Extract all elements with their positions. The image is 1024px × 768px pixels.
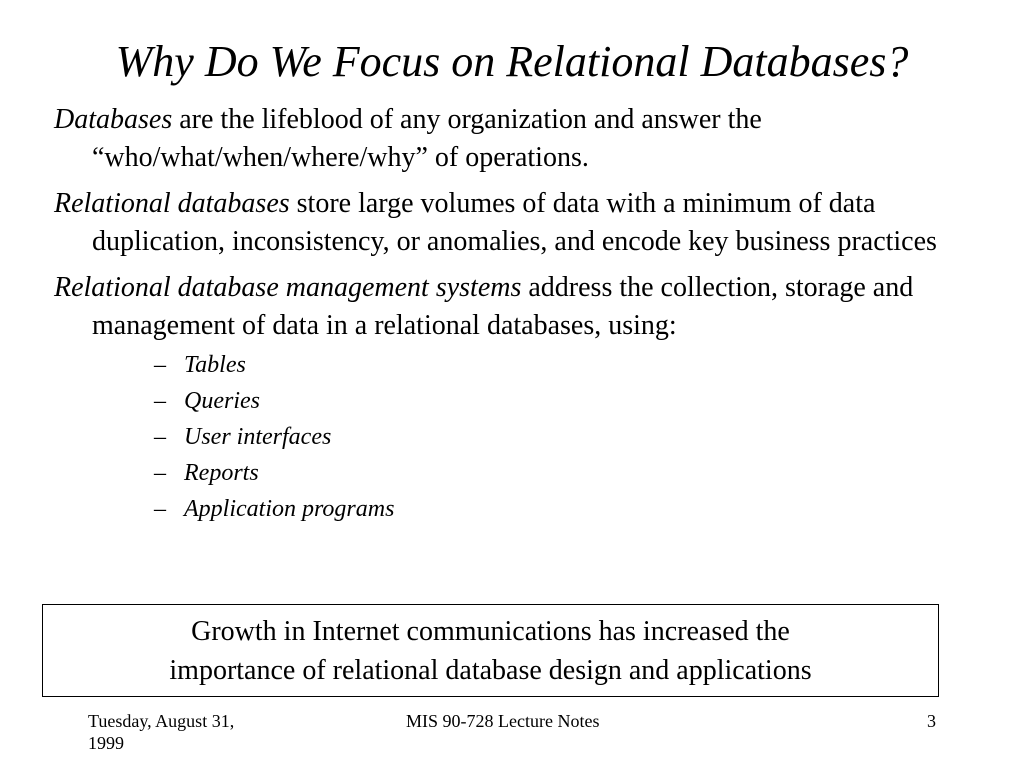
bullet-text: store large volumes of data with a minimum of data duplication, inconsistency, or anomalies, and encode key business practices	[92, 188, 937, 257]
sub-bullet-list	[92, 347, 984, 527]
sub-item-text: Reports	[184, 460, 259, 486]
footer-date	[88, 710, 288, 754]
dash-marker: –	[154, 388, 166, 414]
bullet-rdbms	[54, 269, 984, 527]
bullet-list	[54, 101, 984, 535]
footer-course-title: MIS 90-728 Lecture Notes	[406, 711, 600, 731]
sub-item-text: User interfaces	[184, 424, 332, 450]
sub-item-tables	[154, 347, 984, 383]
sub-item-user-interfaces	[154, 419, 984, 455]
bullet-text: are the lifeblood of any organization and answer the “who/what/when/where/why” of operations.	[92, 104, 762, 173]
footer-date-line-1: Tuesday, August 31,	[88, 711, 235, 731]
dash-marker: –	[154, 460, 166, 486]
bullet-term: Databases	[54, 104, 173, 135]
sub-item-reports	[154, 455, 984, 491]
dash-marker: –	[154, 352, 166, 378]
sub-item-text: Queries	[184, 388, 260, 414]
sub-item-text: Application programs	[184, 496, 395, 522]
dash-marker: –	[154, 496, 166, 522]
callout-box	[42, 604, 939, 697]
callout-line-2: importance of relational database design and applications	[169, 655, 812, 686]
slide-title: Why Do We Focus on Relational Databases?	[115, 37, 909, 86]
footer-page-number: 3	[927, 711, 936, 731]
bullet-term: Relational database management systems	[54, 272, 522, 303]
sub-item-queries	[154, 383, 984, 419]
bullet-databases	[54, 101, 984, 177]
bullet-relational-databases	[54, 185, 984, 261]
footer-date-line-2: 1999	[88, 733, 124, 753]
sub-item-application-programs	[154, 491, 984, 527]
callout-line-1: Growth in Internet communications has increased the	[191, 616, 790, 647]
bullet-text: address the collection, storage and management of data in a relational databases, using:	[92, 272, 914, 341]
dash-marker: –	[154, 424, 166, 450]
sub-item-text: Tables	[184, 352, 246, 378]
bullet-term: Relational databases	[54, 188, 290, 219]
